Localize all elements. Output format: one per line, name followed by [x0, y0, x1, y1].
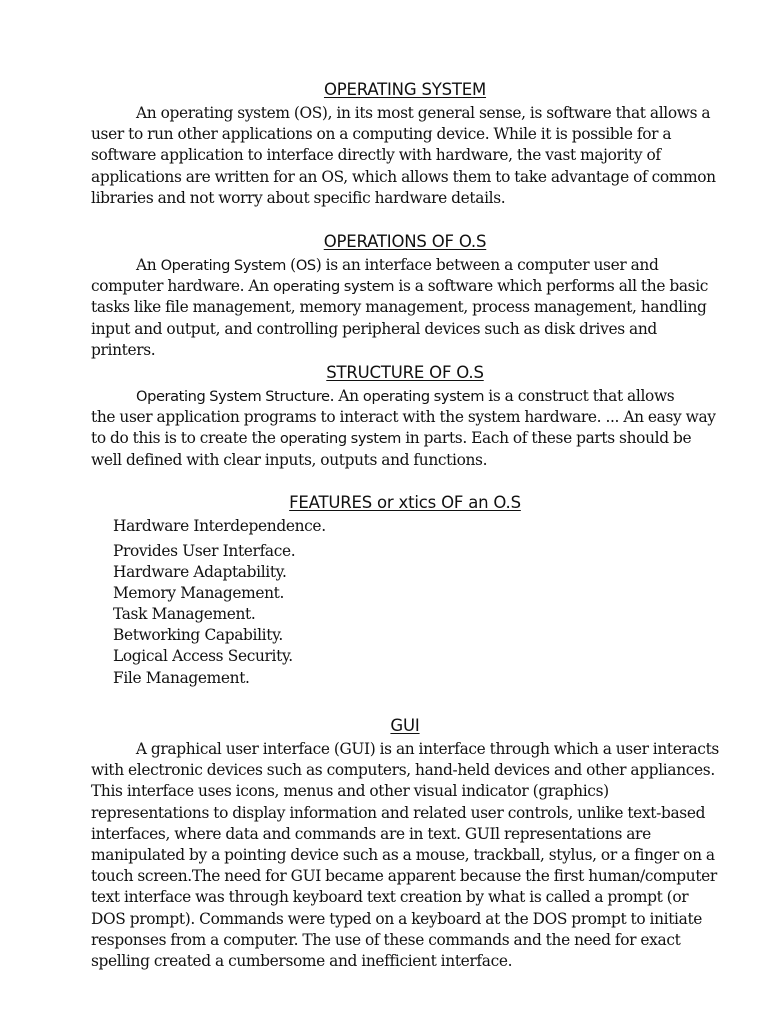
paragraph-line: well defined with clear inputs, outputs and functions.: [91, 450, 488, 469]
paragraph-line: tasks like file management, memory management, process management, handling: [91, 298, 707, 317]
text-run: computer hardware. An: [91, 277, 274, 296]
list-item: Logical Access Security.: [113, 647, 293, 666]
features-list: [113, 516, 513, 689]
text-run: is a construct that allows: [484, 387, 675, 405]
term-operating-system: operating system: [362, 388, 485, 405]
list-item: Memory Management.: [113, 583, 285, 602]
paragraph-operating-system: [91, 103, 719, 209]
list-item: Task Management.: [113, 605, 256, 624]
heading-features: FEATURES or xtics OF an O.S: [289, 493, 521, 512]
term-operating-system: operating system: [279, 430, 401, 448]
paragraph-line: This interface uses icons, menus and other visual indicator (graphics): [91, 782, 609, 801]
text-run: (: [285, 256, 296, 274]
paragraph-gui: [91, 739, 719, 972]
text-run: ) is an interface between a computer user and: [315, 256, 659, 274]
paragraph-line: text interface was through keyboard text creation by what is called a prompt (or: [91, 888, 689, 907]
paragraph-line: responses from a computer. The use of these commands and the need for exact: [91, 930, 681, 949]
heading-gui: GUI: [390, 716, 420, 735]
paragraph-line: [91, 255, 719, 276]
heading-structure: STRUCTURE OF O.S: [326, 363, 484, 382]
heading-operating-system: OPERATING SYSTEM: [323, 80, 487, 99]
paragraph-line: applications are written for an OS, which allows them to take advantage of common: [91, 167, 716, 186]
paragraph-line: the user application programs to interact with the system hardware. ... An easy way: [91, 408, 716, 427]
text-run: . An: [329, 387, 363, 405]
list-item: Betworking Capability.: [113, 626, 283, 645]
paragraph-line: manipulated by a pointing device such as a mouse, trackball, stylus, or a finger on a: [91, 846, 715, 865]
text-run: in parts. Each of these parts should be: [400, 429, 692, 448]
list-item: Provides User Interface.: [113, 541, 296, 560]
heading-operations: OPERATIONS OF O.S: [323, 232, 487, 251]
paragraph-line: spelling created a cumbersome and inefficient interface.: [91, 952, 513, 971]
paragraph-line: [91, 276, 719, 297]
term-os: OS: [295, 257, 316, 274]
paragraph-line: A graphical user interface (GUI) is an interface through which a user interacts: [135, 740, 719, 758]
paragraph-line: interfaces, where data and commands are in text. GUIl representations are: [91, 824, 651, 843]
text-run: to do this is to create the: [91, 429, 280, 448]
paragraph-line: software application to interface directly with hardware, the vast majority of: [91, 146, 661, 165]
paragraph-line: [91, 428, 719, 449]
paragraph-structure: [91, 386, 719, 471]
paragraph-line: [91, 386, 719, 407]
paragraph-line: touch screen.The need for GUI became apparent because the first human/computer: [91, 867, 717, 886]
paragraph-operations: [91, 255, 719, 361]
term-operating-system: Operating System: [160, 257, 286, 274]
term-os-structure: Operating System Structure: [136, 388, 330, 405]
paragraph-line: representations to display information and related user controls, unlike text-based: [91, 803, 706, 822]
paragraph-line: input and output, and controlling peripheral devices such as disk drives and: [91, 319, 657, 338]
paragraph-line: printers.: [91, 340, 156, 359]
list-item: File Management.: [113, 668, 250, 687]
term-operating-system: operating system: [273, 278, 395, 296]
paragraph-line: An operating system (OS), in its most general sense, is software that allows a: [136, 104, 711, 122]
list-item: Hardware Adaptability.: [113, 562, 287, 581]
list-item: Hardware Interdependence.: [113, 517, 326, 535]
text-run: An: [136, 256, 161, 274]
paragraph-line: with electronic devices such as computers, hand-held devices and other appliances.: [91, 761, 715, 780]
text-run: is a software which performs all the basic: [394, 277, 709, 296]
paragraph-line: libraries and not worry about specific hardware details.: [91, 188, 506, 207]
paragraph-line: DOS prompt). Commands were typed on a keyboard at the DOS prompt to initiate: [91, 909, 703, 928]
paragraph-line: user to run other applications on a computing device. While it is possible for a: [91, 125, 672, 144]
